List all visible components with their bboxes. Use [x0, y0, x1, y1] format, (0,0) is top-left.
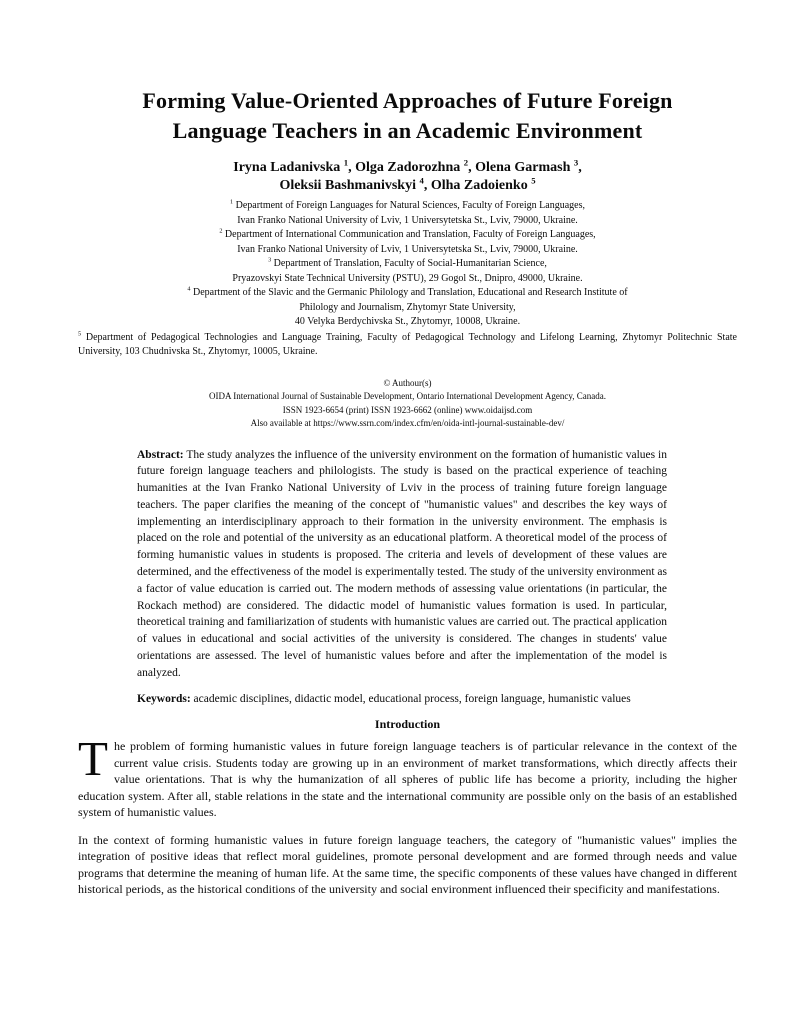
abstract-label: Abstract:	[137, 448, 184, 461]
copyright-line: © Authour(s)	[383, 377, 432, 388]
intro-paragraph-1	[78, 731, 737, 821]
drop-cap: T	[78, 731, 108, 787]
affiliation-2-line-1: $^2$ Department of International Communication and Translation, Faculty of Foreign Languages,	[219, 227, 596, 240]
affiliation-1-line-2: Ivan Franko National University of Lviv, 1 Universytetska St., Lviv, 79000, Ukraine.	[237, 214, 578, 226]
author-line-1: Iryna Ladanivska $^1$, Olga Zadorozhna $^2$, Olena Garmash $^3$,	[233, 157, 582, 175]
affiliations	[78, 199, 737, 360]
keywords-text: academic disciplines, didactic model, educational process, foreign language, humanistic values	[193, 692, 631, 705]
affiliation-3-line-2: Pryazovskyi State Technical University (PSTU), 29 Gogol St., Dnipro, 49000, Ukraine.	[232, 272, 583, 284]
author-line-2: Oleksii Bashmanivskyi $^4$, Olha Zadoienko $^5$	[279, 175, 536, 193]
abstract-paragraph	[137, 447, 667, 682]
paper-title-line-2: Language Teachers in an Academic Environment	[172, 118, 643, 143]
intro-paragraph-2: In the context of forming humanistic values in future foreign language teachers, the category of "humanistic values" implies the integration of positive ideas that reflect moral guidelines, promote personal development and are formed through needs and value programs that determine the meaning of human life. At the same time, the specific components of these values have changed in different historical periods, as the historical conditions of the university and social environment influenced their specificity and manifestations.	[78, 832, 737, 897]
publisher-block	[78, 377, 737, 431]
affiliation-5: $^5$ Department of Pedagogical Technologies and Language Training, Faculty of Pedagogical Technology and Lifelong Learning, Zhytomyr Politechnic State University, 103 Chudnivska St., Zhytomyr, 10005, Ukraine.	[78, 330, 737, 357]
introduction-heading: Introduction	[374, 717, 441, 732]
paper-title-line-1: Forming Value-Oriented Approaches of Future Foreign	[142, 88, 673, 113]
intro-paragraph-1-text: he problem of forming humanistic values in future foreign language teachers is of particular relevance in the context of the current value crisis. Students today are growing up in an environment of market transformations, which directly affects their value orientations. That is why the humanization of all spheres of public life has become a priority, including the higher education system. After all, stable relations in the state and the international community are possible only on the basis of an established system of humanistic values.	[78, 739, 737, 820]
affiliation-1-line-1: $^1$ Department of Foreign Languages for Natural Sciences, Faculty of Foreign Languages,	[230, 198, 585, 211]
keywords-label: Keywords:	[137, 692, 191, 705]
keywords-paragraph	[137, 691, 667, 708]
paper-title	[78, 86, 737, 146]
affiliation-3-line-1: $^3$ Department of Translation, Faculty of Social-Humanitarian Science,	[268, 256, 547, 269]
journal-line: OIDA International Journal of Sustainable Development, Ontario International Development Agency, Canada.	[208, 391, 607, 401]
affiliation-4-line-1: $^4$ Department of the Slavic and the Germanic Philology and Translation, Educational and Research Institute of	[187, 285, 628, 298]
abstract-text: The study analyzes the influence of the university environment on the formation of humanistic values in future foreign language teachers and philologists. The study is based on the practical experience of teaching humanities at the Ivan Franko National University of Lviv in the process of training future foreign language teachers. The paper clarifies the meaning of the concept of "humanistic values" and describes the key ways of implementing an interdisciplinary approach to their formation in the university environment. The emphasis is placed on the role and potential of the university as an educational platform. A theoretical model of the process of forming humanistic values in students is proposed. The criteria and levels of development of these values are determined, and the effectiveness of the model is experimentally tested. The study of the university environment as a factor of value education is carried out. The modern methods of assessing value orientations (in particular, the Rockach method) are considered. The didactic model of humanistic values formation is used. In particular, theoretical training and familiarization of students with humanistic values are carried out. The practical application of values in educational and social activities of the university is considered. The changes in students' value orientations are assessed. The level of humanistic values before and after the implementation of the model is analyzed.	[137, 448, 668, 679]
author-list	[78, 159, 737, 195]
issn-line: ISSN 1923-6654 (print) ISSN 1923-6662 (online) www.oidaijsd.com	[282, 404, 533, 415]
affiliation-2-line-2: Ivan Franko National University of Lviv, 1 Universytetska St., Lviv, 79000, Ukraine.	[237, 243, 578, 255]
availability-line: Also available at https://www.ssrn.com/index.cfm/en/oida-intl-journal-sustainable-dev/	[250, 418, 565, 428]
affiliation-4-line-2: Philology and Journalism, Zhytomyr State University,	[299, 301, 516, 313]
affiliation-4-line-3: 40 Velyka Berdychivska St., Zhytomyr, 10008, Ukraine.	[294, 316, 521, 327]
